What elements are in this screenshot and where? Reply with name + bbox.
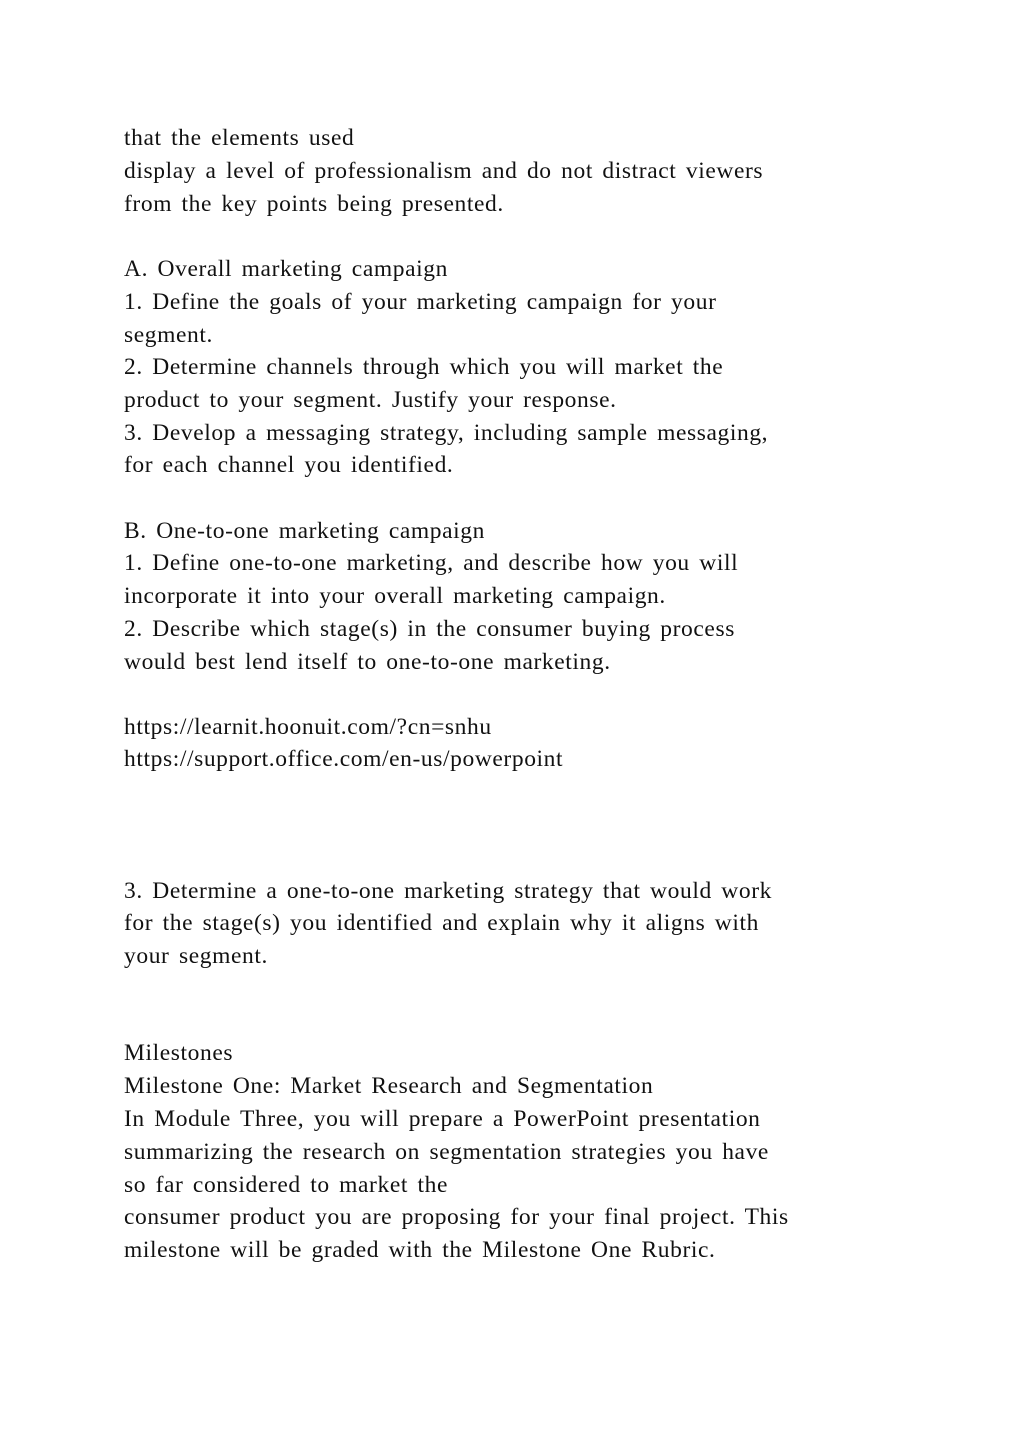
section-b-line-3: 2. Describe which stage(s) in the consumer buying process <box>124 616 735 642</box>
milestones-heading: Milestones <box>124 1040 234 1066</box>
section-b-line-2: incorporate it into your overall marketing campaign. <box>124 583 666 609</box>
milestone-one-heading: Milestone One: Market Research and Segmentation <box>124 1073 654 1099</box>
milestone-one-line-4: consumer product you are proposing for your final project. This <box>124 1204 789 1230</box>
section-a-line-6: for each channel you identified. <box>124 452 454 478</box>
section-a-line-3: 2. Determine channels through which you will market the <box>124 354 724 380</box>
milestone-one-line-2: summarizing the research on segmentation strategies you have <box>124 1139 769 1165</box>
link-office-powerpoint: https://support.office.com/en-us/powerpoint <box>124 746 564 772</box>
item-3-line-2: for the stage(s) you identified and explain why it aligns with <box>124 910 759 936</box>
section-a-heading: A. Overall marketing campaign <box>124 256 448 282</box>
item-3-line-1: 3. Determine a one-to-one marketing strategy that would work <box>124 878 772 904</box>
link-hoonuit: https://learnit.hoonuit.com/?cn=snhu <box>124 714 492 740</box>
section-b-heading: B. One-to-one marketing campaign <box>124 518 486 544</box>
intro-line-3: from the key points being presented. <box>124 191 504 217</box>
milestone-one-line-1: In Module Three, you will prepare a PowerPoint presentation <box>124 1106 761 1132</box>
milestone-one-line-3: so far considered to market the <box>124 1172 448 1198</box>
intro-line-1: that the elements used <box>124 125 355 151</box>
item-3-line-3: your segment. <box>124 943 268 969</box>
section-a-line-1: 1. Define the goals of your marketing campaign for your <box>124 289 717 315</box>
section-b-line-4: would best lend itself to one-to-one marketing. <box>124 649 611 675</box>
intro-line-2: display a level of professionalism and do not distract viewers <box>124 158 764 184</box>
milestone-one-line-5: milestone will be graded with the Milestone One Rubric. <box>124 1237 716 1263</box>
section-a-line-5: 3. Develop a messaging strategy, including sample messaging, <box>124 420 769 446</box>
section-b-line-1: 1. Define one-to-one marketing, and describe how you will <box>124 550 739 576</box>
section-a-line-2: segment. <box>124 322 213 348</box>
section-a-line-4: product to your segment. Justify your response. <box>124 387 617 413</box>
